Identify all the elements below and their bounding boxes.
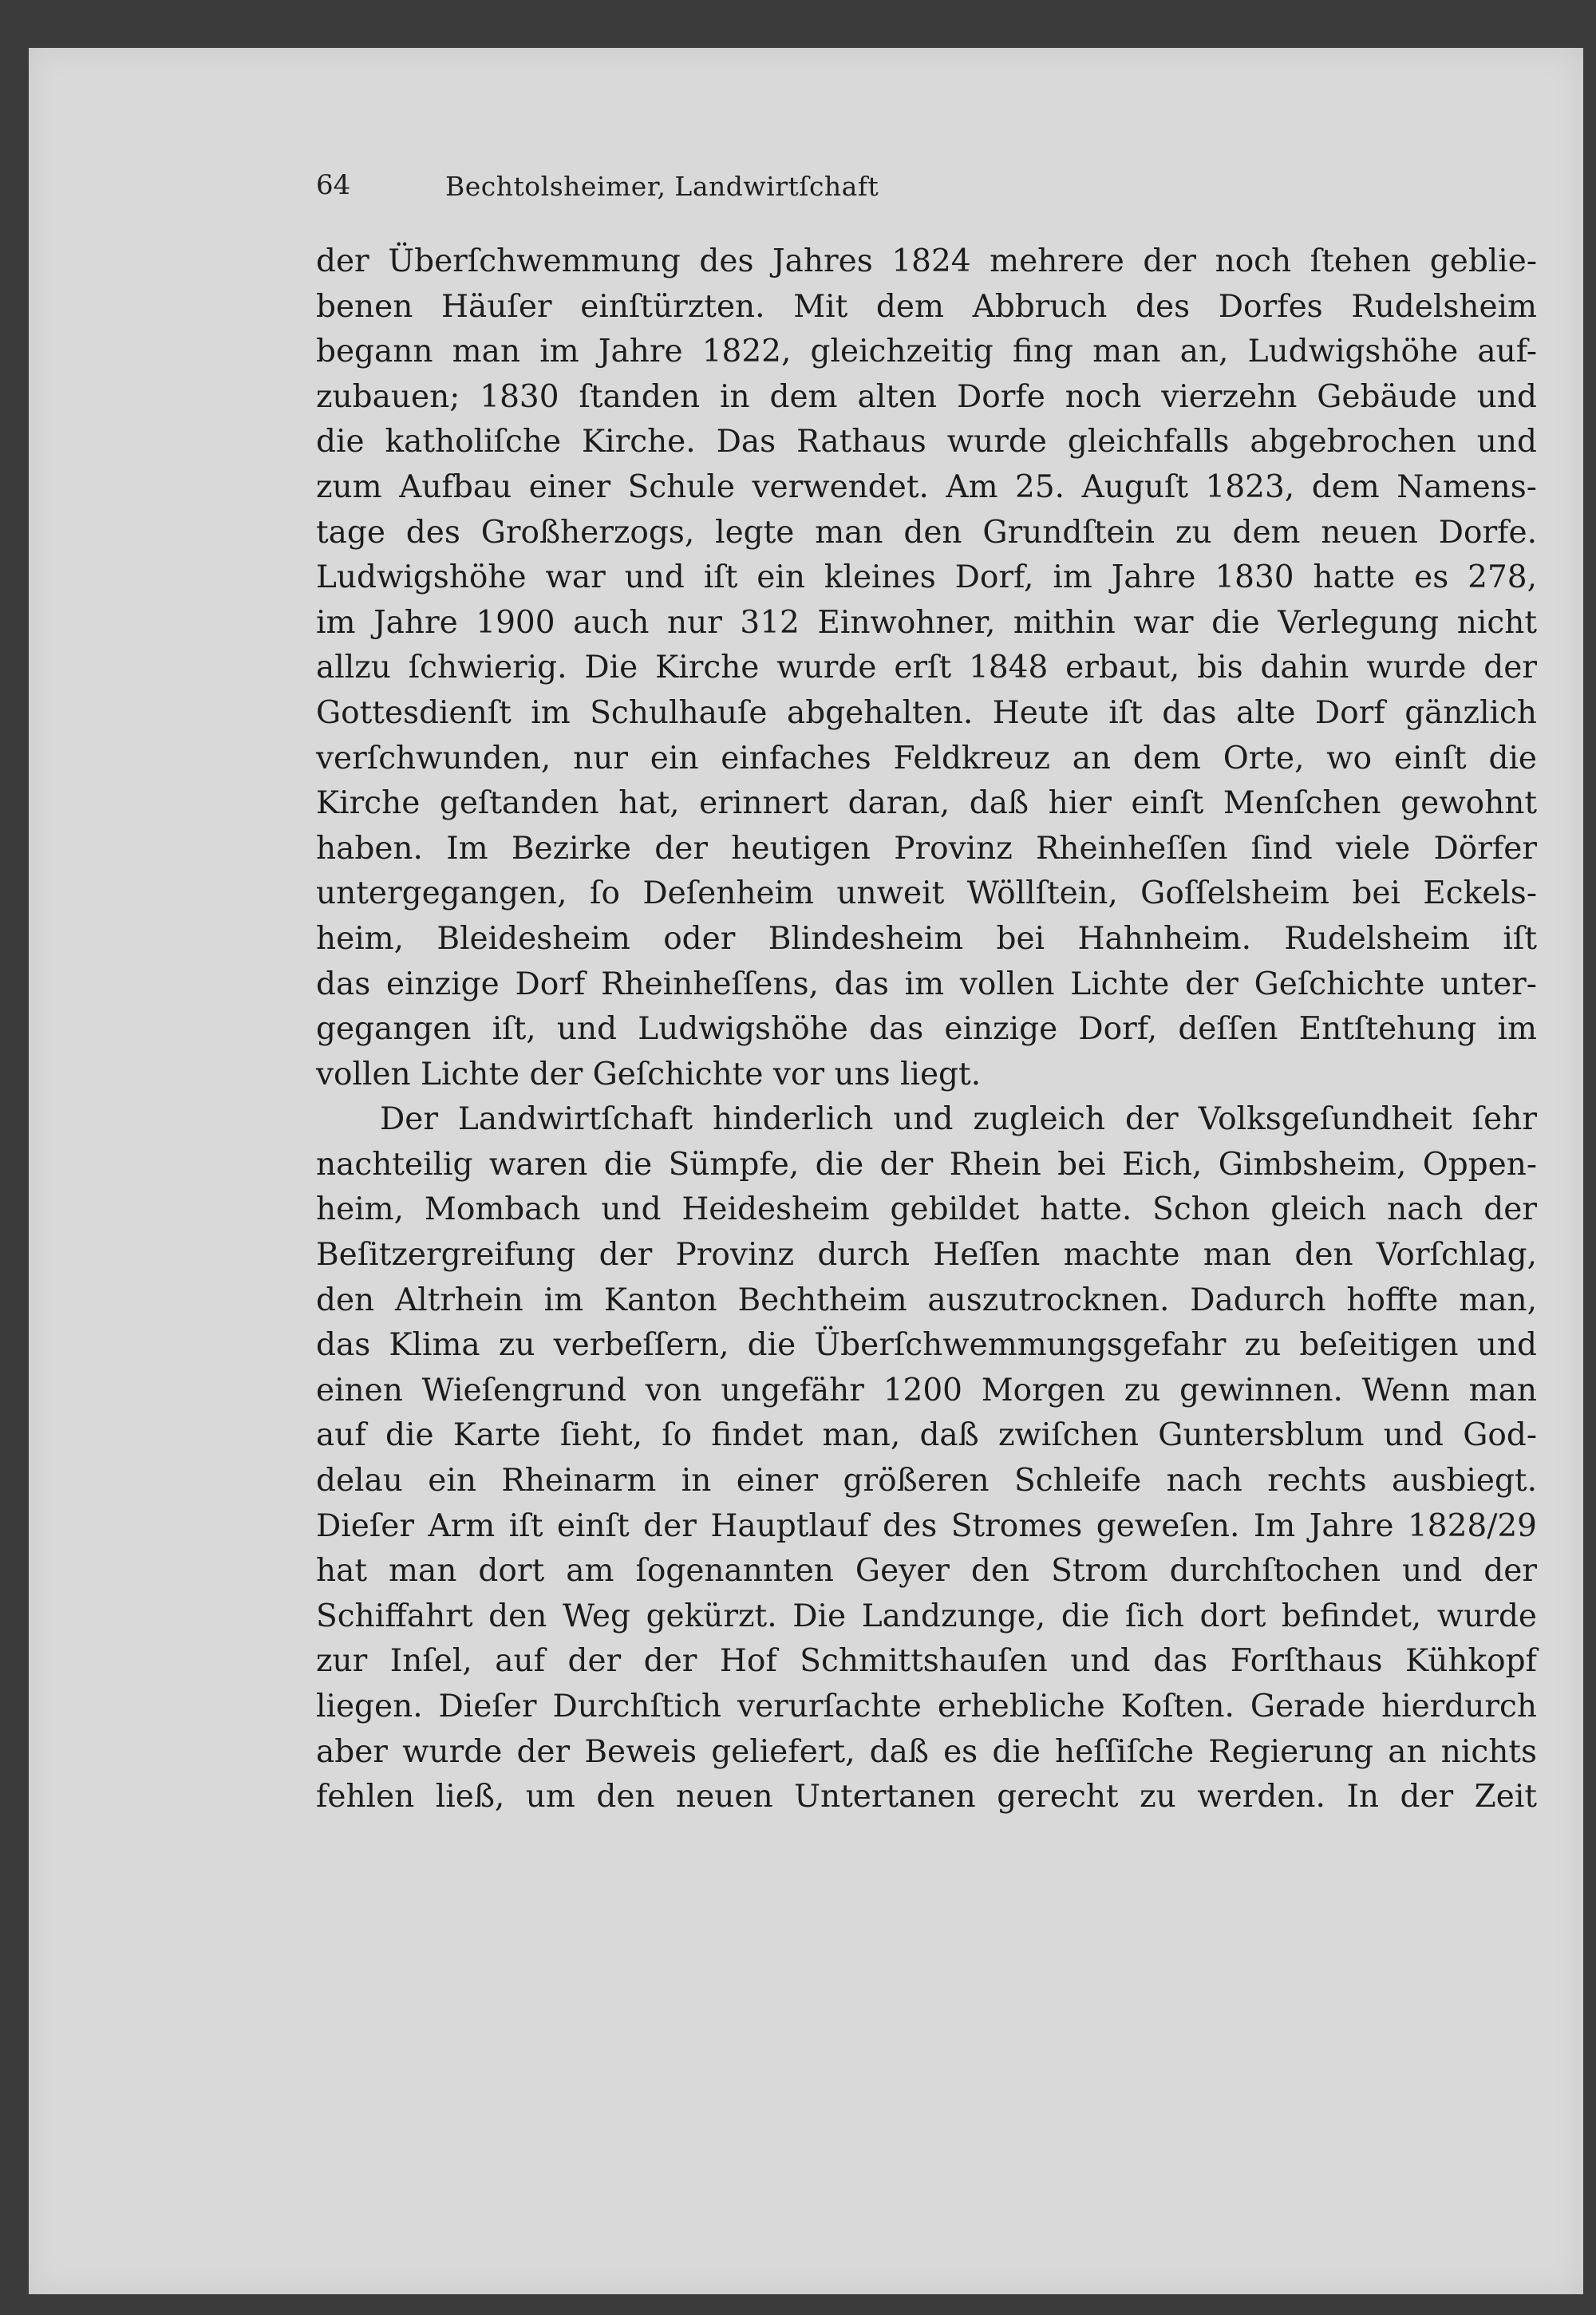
text-line: einen Wieſengrund von ungefähr 1200 Morgen zu gewinnen. Wenn man <box>316 1372 1537 1408</box>
text-line: zur Inſel, auf der der Hof Schmittshauſen und das Forſthaus Kühkopf <box>316 1643 1537 1680</box>
text-line: zubauen; 1830 ſtanden in dem alten Dorfe noch vierzehn Gebäude und <box>316 378 1537 415</box>
text-line: das Klima zu verbeſſern, die Überſchwemmungsgefahr zu beſeitigen und <box>316 1327 1537 1364</box>
text-line: Beſitzergreifung der Provinz durch Heſſen machte man den Vorſchlag, <box>316 1237 1537 1274</box>
text-line: Gottesdienſt im Schulhauſe abgehalten. Heute iſt das alte Dorf gänzlich <box>316 694 1537 731</box>
text-line: allzu ſchwierig. Die Kirche wurde erſt 1848 erbaut, bis dahin wurde der <box>316 650 1537 686</box>
text-line: die katholiſche Kirche. Das Rathaus wurde gleichfalls abgebrochen und <box>316 424 1537 460</box>
text-line: fehlen ließ, um den neuen Untertanen gerecht zu werden. In der Zeit <box>316 1779 1537 1815</box>
running-title: Bechtolsheimer, Landwirtſchaft <box>445 171 879 202</box>
text-line: heim, Mombach und Heidesheim gebildet hatte. Schon gleich nach der <box>316 1191 1537 1228</box>
text-line: zum Aufbau einer Schule verwendet. Am 25. Auguſt 1823, dem Namens- <box>316 468 1537 505</box>
text-line: Schiffahrt den Weg gekürzt. Die Landzunge, die ſich dort befindet, wurde <box>316 1598 1537 1634</box>
text-line: hat man dort am ſogenannten Geyer den Strom durchſtochen und der <box>316 1553 1537 1590</box>
text-line: verſchwunden, nur ein einfaches Feldkreuz an dem Orte, wo einſt die <box>316 740 1537 776</box>
page-header <box>316 169 1545 217</box>
body-text <box>316 239 1537 1820</box>
text-line: untergegangen, ſo Deſenheim unweit Wöllſtein, Goſſelsheim bei Eckels- <box>316 875 1537 912</box>
text-line: gegangen iſt, und Ludwigshöhe das einzige Dorf, deſſen Entſtehung im <box>316 1011 1537 1048</box>
text-line: begann man im Jahre 1822, gleichzeitig fing man an, Ludwigshöhe auf- <box>316 334 1537 370</box>
text-line: tage des Großherzogs, legte man den Grundſtein zu dem neuen Dorfe. <box>316 514 1537 551</box>
text-line: auf die Karte ſieht, ſo findet man, daß zwiſchen Guntersblum und God- <box>316 1417 1537 1454</box>
text-line: benen Häuſer einſtürzten. Mit dem Abbruch des Dorfes Rudelsheim <box>316 288 1537 325</box>
text-line: nachteilig waren die Sümpfe, die der Rhein bei Eich, Gimbsheim, Oppen- <box>316 1146 1537 1183</box>
text-line: aber wurde der Beweis geliefert, daß es die heſſiſche Regierung an nichts <box>316 1733 1537 1770</box>
text-line: liegen. Dieſer Durchſtich verurſachte erhebliche Koſten. Gerade hierdurch <box>316 1689 1537 1724</box>
page-number: 64 <box>316 169 351 201</box>
text-line: Dieſer Arm iſt einſt der Hauptlauf des Stromes geweſen. Im Jahre 1828/29 <box>316 1507 1537 1544</box>
text-line: Ludwigshöhe war und iſt ein kleines Dorf, im Jahre 1830 hatte es 278, <box>316 559 1537 596</box>
text-line: heim, Bleidesheim oder Blindesheim bei Hahnheim. Rudelsheim iſt <box>316 920 1537 957</box>
text-line: der Überſchwemmung des Jahres 1824 mehrere der noch ſtehen geblie- <box>316 243 1537 279</box>
text-line: Kirche geſtanden hat, erinnert daran, daß hier einſt Menſchen gewohnt <box>316 785 1537 822</box>
text-line: vollen Lichte der Geſchichte vor uns liegt. <box>316 1056 982 1092</box>
text-line: das einzige Dorf Rheinheſſens, das im vollen Lichte der Geſchichte unter- <box>316 966 1537 1002</box>
text-line: haben. Im Bezirke der heutigen Provinz Rheinheſſen ſind viele Dörfer <box>316 830 1537 867</box>
text-line: delau ein Rheinarm in einer größeren Schleife nach rechts ausbiegt. <box>316 1463 1537 1499</box>
text-line: Der Landwirtſchaft hinderlich und zugleich der Volksgeſundheit ſehr <box>380 1101 1537 1138</box>
text-line: im Jahre 1900 auch nur 312 Einwohner, mithin war die Verlegung nicht <box>316 604 1537 641</box>
text-line: den Altrhein im Kanton Bechtheim auszutrocknen. Dadurch hoffte man, <box>316 1282 1537 1318</box>
